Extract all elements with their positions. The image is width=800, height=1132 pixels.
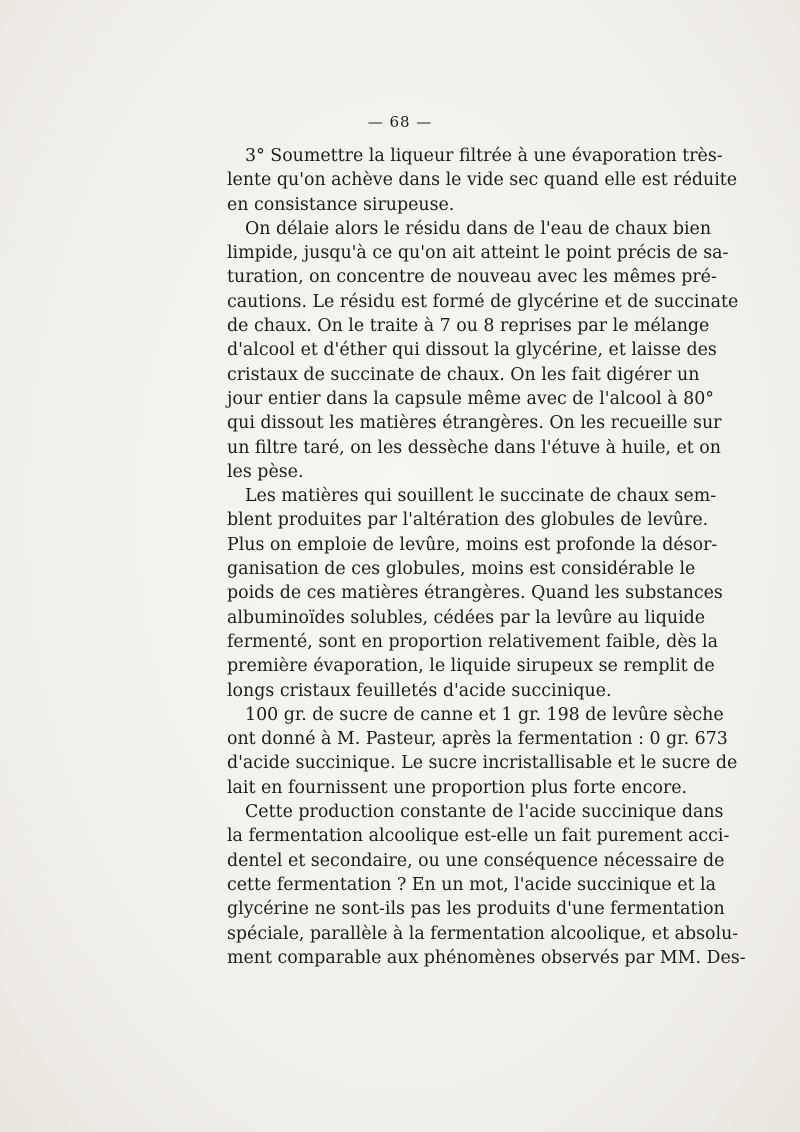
- paragraph-4: [227, 703, 738, 800]
- text-line: fermenté, sont en proportion relativement faible, dès la: [227, 631, 718, 652]
- text-line: la fermentation alcoolique est-elle un fait purement acci-: [227, 826, 730, 847]
- text-line: glycérine ne sont-ils pas les produits d'une fermentation: [227, 899, 725, 920]
- text-line: première évaporation, le liquide sirupeux se remplit de: [227, 656, 715, 677]
- paragraph-2: [227, 217, 739, 484]
- text-line: un filtre taré, on les dessèche dans l'étuve à huile, et on: [227, 437, 721, 458]
- text-line: d'alcool et d'éther qui dissout la glycérine, et laisse des: [227, 340, 717, 361]
- text-line: ont donné à M. Pasteur, après la fermentation : 0 gr. 673: [227, 729, 728, 750]
- text-line: spéciale, parallèle à la fermentation alcoolique, et absolu-: [227, 923, 739, 944]
- text-line: cautions. Le résidu est formé de glycérine et de succinate: [227, 291, 739, 312]
- text-line: albuminoïdes solubles, cédées par la levûre au liquide: [227, 607, 706, 628]
- text-line: d'acide succinique. Le sucre incristallisable et le sucre de: [227, 753, 738, 774]
- text-line: ment comparable aux phénomènes observés par MM. Des-: [227, 947, 746, 968]
- text-line: blent produites par l'altération des globules de levûre.: [227, 510, 709, 531]
- paragraph-5: [227, 800, 746, 970]
- text-line: 100 gr. de sucre de canne et 1 gr. 198 de levûre sèche: [245, 704, 724, 725]
- text-line: lente qu'on achève dans le vide sec quand elle est réduite: [227, 170, 738, 191]
- text-line: cette fermentation ? En un mot, l'acide succinique et la: [227, 874, 716, 895]
- text-line: en consistance sirupeuse.: [227, 194, 455, 215]
- paragraph-3: [227, 484, 723, 703]
- text-line: qui dissout les matières étrangères. On les recueille sur: [227, 413, 722, 434]
- text-line: cristaux de succinate de chaux. On les fait digérer un: [227, 364, 700, 385]
- text-line: limpide, jusqu'à ce qu'on ait atteint le point précis de sa-: [227, 243, 729, 264]
- text-line: longs cristaux feuilletés d'acide succinique.: [227, 680, 612, 701]
- body-text: [227, 144, 746, 970]
- text-line: de chaux. On le traite à 7 ou 8 reprises par le mélange: [227, 316, 710, 337]
- text-line: les pèse.: [227, 461, 304, 482]
- text-line: 3° Soumettre la liqueur filtrée à une évaporation très-: [245, 146, 723, 166]
- text-line: jour entier dans la capsule même avec de l'alcool à 80°: [227, 388, 714, 409]
- text-line: dentel et secondaire, ou une conséquence nécessaire de: [227, 850, 725, 871]
- text-line: Cette production constante de l'acide succinique dans: [245, 802, 724, 823]
- text-line: Les matières qui souillent le succinate de chaux sem-: [245, 486, 717, 507]
- text-line: lait en fournissent une proportion plus forte encore.: [227, 777, 688, 798]
- text-line: poids de ces matières étrangères. Quand les substances: [227, 583, 723, 604]
- text-line: turation, on concentre de nouveau avec les mêmes pré-: [227, 267, 717, 288]
- text-line: ganisation de ces globules, moins est considérable le: [227, 559, 696, 580]
- page-number: — 68 —: [367, 113, 433, 131]
- paragraph-1: [227, 144, 738, 217]
- text-line: On délaie alors le résidu dans de l'eau de chaux bien: [245, 218, 712, 239]
- text-line: Plus on emploie de levûre, moins est profonde la désor-: [227, 534, 718, 555]
